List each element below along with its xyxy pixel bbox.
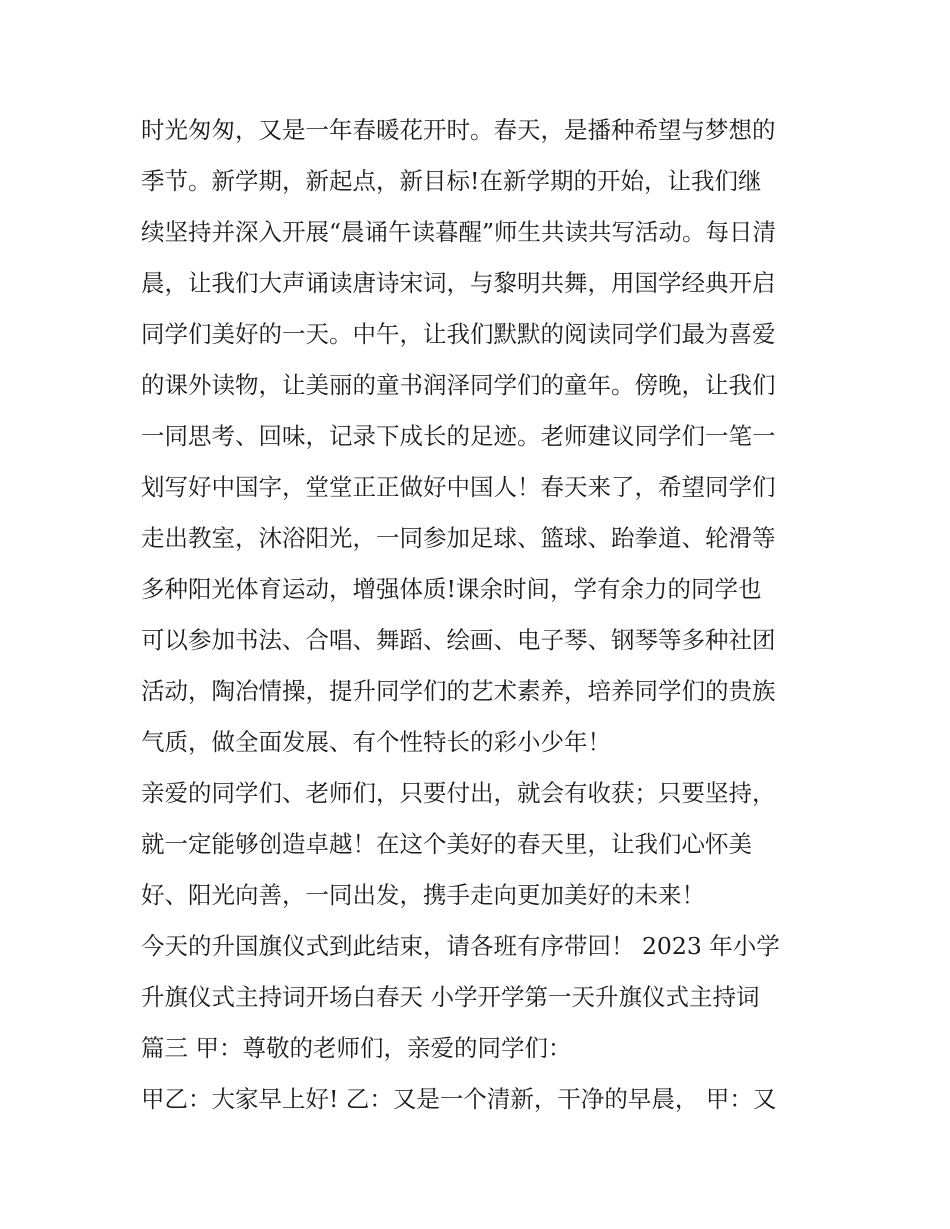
text-line: 一同思考、回味，记录下成长的足迹。老师建议同学们一笔一 — [141, 422, 776, 450]
text-line: 的课外读物，让美丽的童书润泽同学们的童年。傍晚，让我们 — [141, 371, 776, 399]
text-line: 篇三 甲：尊敬的老师们，亲爱的同学们： — [141, 1034, 572, 1062]
text-line: 晨，让我们大声诵读唐诗宋词，与黎明共舞，用国学经典开启 — [141, 269, 776, 297]
text-line: 多种阳光体育运动，增强体质!课余时间，学有余力的同学也 — [141, 575, 762, 603]
text-line: 季节。新学期，新起点，新目标!在新学期的开始，让我们继 — [141, 167, 762, 195]
text-line: 甲乙：大家早上好! 乙：又是一个清新，干净的早晨， 甲：又 — [141, 1085, 777, 1113]
text-line: 活动，陶冶情操，提升同学们的艺术素养，培养同学们的贵族 — [141, 677, 776, 705]
text-line: 同学们美好的一天。中午，让我们默默的阅读同学们最为喜爱 — [141, 320, 776, 348]
text-line: 续坚持并深入开展“晨诵午读暮醒”师生共读共写活动。每日清 — [141, 218, 777, 246]
text-line: 气质，做全面发展、有个性特长的彩小少年！ — [141, 728, 611, 756]
text-line: 今天的升国旗仪式到此结束，请各班有序带回！ 2023 年小学 — [141, 932, 780, 960]
document-body — [141, 108, 821, 1128]
text-line: 亲爱的同学们、老师们，只要付出，就会有收获；只要坚持， — [141, 779, 776, 807]
text-line: 升旗仪式主持词开场白春天 小学开学第一天升旗仪式主持词 — [141, 983, 760, 1011]
text-line: 时光匆匆，又是一年春暖花开时。春天，是播种希望与梦想的 — [141, 116, 776, 144]
text-line: 就一定能够创造卓越！在这个美好的春天里，让我们心怀美 — [141, 830, 752, 858]
text-line: 可以参加书法、合唱、舞蹈、绘画、电子琴、钢琴等多种社团 — [141, 626, 776, 654]
text-line: 走出教室，沐浴阳光，一同参加足球、篮球、跆拳道、轮滑等 — [141, 524, 776, 552]
text-line: 好、阳光向善，一同出发，携手走向更加美好的未来！ — [141, 881, 705, 909]
text-line: 划写好中国字，堂堂正正做好中国人！春天来了，希望同学们 — [141, 473, 776, 501]
